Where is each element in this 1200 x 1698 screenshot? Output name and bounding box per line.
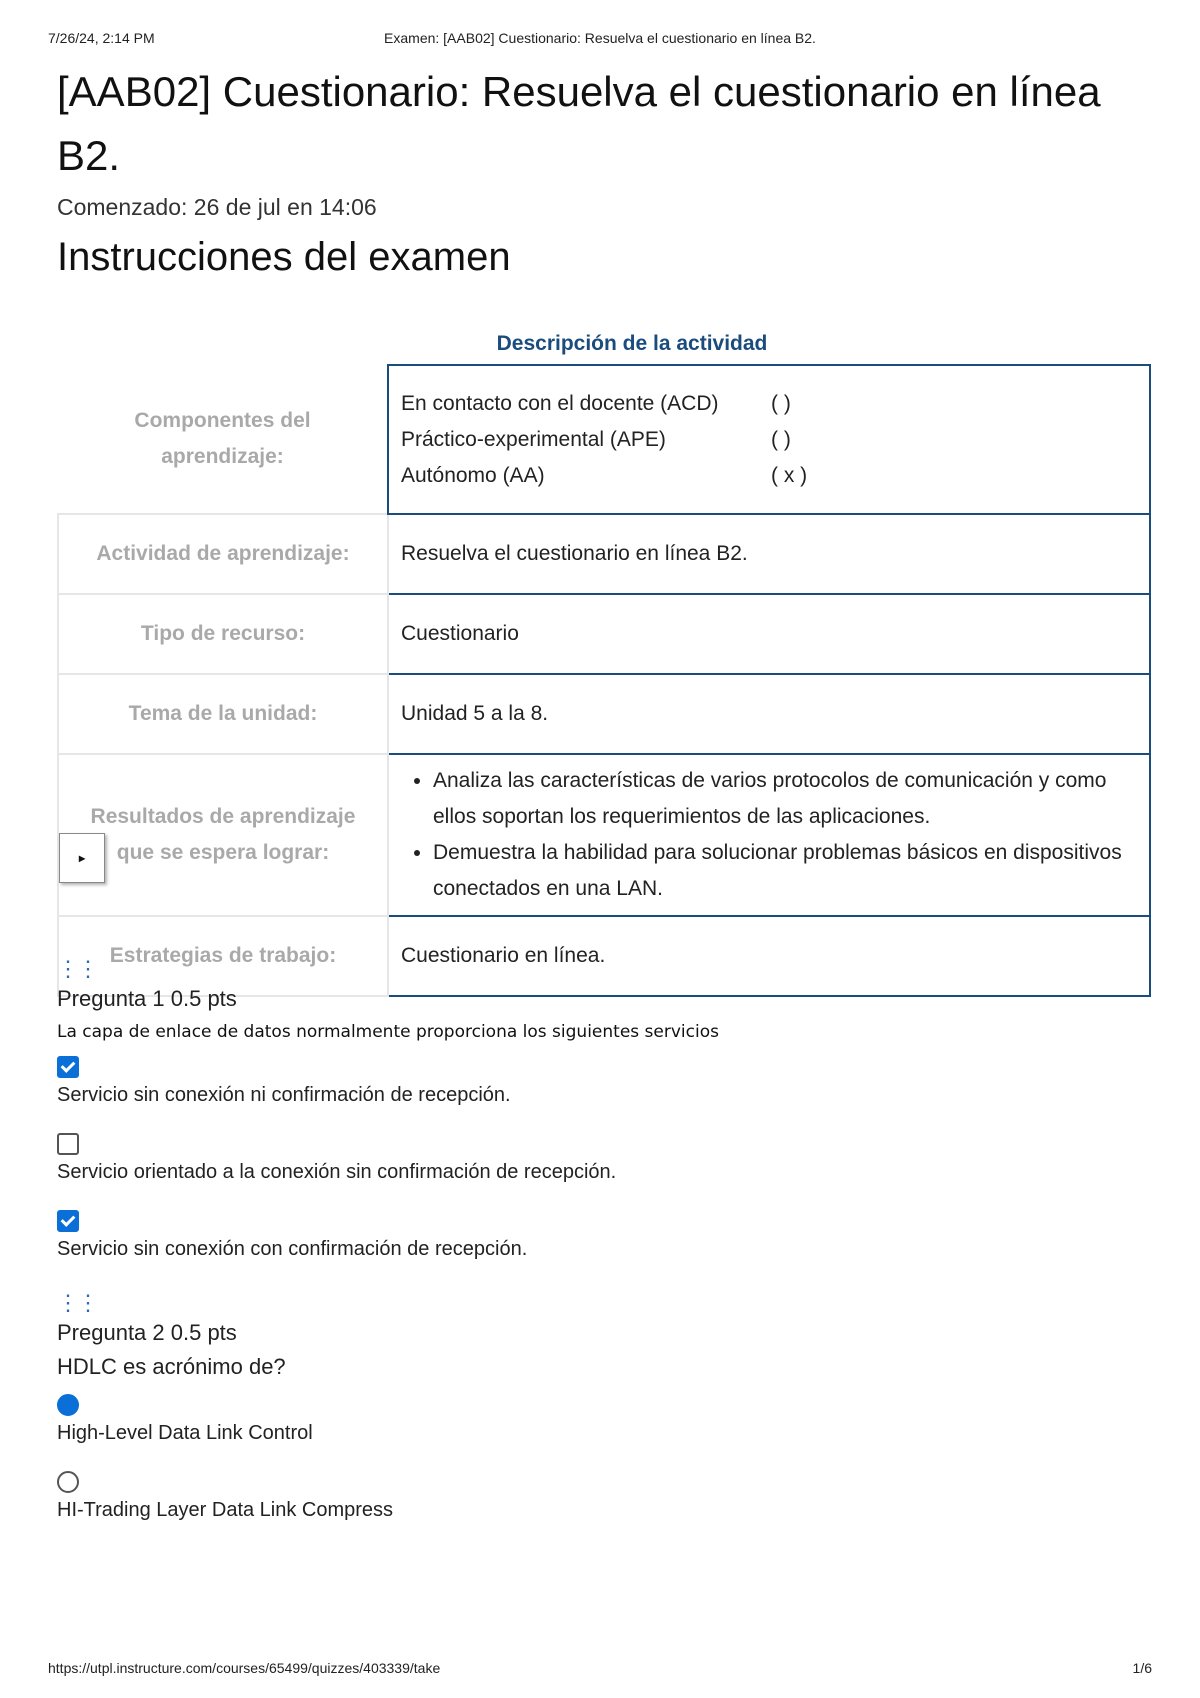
answer-checkbox[interactable] [57, 1056, 79, 1078]
play-button[interactable] [59, 833, 105, 883]
component-name: En contacto con el docente (ACD) [401, 391, 719, 415]
activity-table [57, 364, 1151, 997]
answer-option[interactable] [57, 1394, 1157, 1445]
components-cell [388, 365, 1150, 514]
print-doc-title: Examen: [AAB02] Cuestionario: Resuelva el cuestionario en línea B2. [384, 30, 816, 46]
activity-table-caption: Descripción de la actividad [496, 332, 768, 355]
table-row [58, 754, 1150, 916]
answer-checkbox[interactable] [57, 1210, 79, 1232]
answer-label[interactable]: Servicio sin conexión ni confirmación de recepción. [57, 1084, 511, 1106]
question-header: Pregunta 1 0.5 pts [57, 986, 237, 1011]
print-url: https://utpl.instructure.com/courses/65499/quizzes/403339/take [48, 1660, 441, 1676]
outcomes-label: Resultados de aprendizaje que se espera lograr: [90, 805, 356, 864]
question-text: HDLC es acrónimo de? [57, 1354, 286, 1379]
component-line [401, 422, 1137, 458]
print-page-number: 1/6 [1132, 1660, 1152, 1676]
page-title: [AAB02] Cuestionario: Resuelva el cuestionario en línea B2. [57, 68, 1101, 179]
topic-value: Unidad 5 a la 8. [388, 674, 1150, 754]
table-row [58, 674, 1150, 754]
quiz-content [57, 60, 1157, 1521]
answer-checkbox[interactable] [57, 1133, 79, 1155]
question-text: La capa de enlace de datos normalmente proporciona los siguientes servicios [57, 1022, 719, 1042]
question-1 [57, 958, 1157, 1261]
answer-label[interactable]: Servicio orientado a la conexión sin confirmación de recepción. [57, 1161, 617, 1183]
answer-label[interactable]: High-Level Data Link Control [57, 1422, 313, 1444]
table-row [58, 594, 1150, 674]
instructions-heading: Instrucciones del examen [57, 235, 511, 279]
component-name: Autónomo (AA) [401, 463, 545, 487]
table-row [58, 365, 1150, 514]
outcomes-cell [388, 754, 1150, 916]
play-icon: ▸ [78, 851, 86, 865]
activity-value: Resuelva el cuestionario en línea B2. [388, 514, 1150, 594]
answer-radio[interactable] [57, 1471, 79, 1493]
answer-label[interactable]: Servicio sin conexión con confirmación de recepción. [57, 1238, 528, 1260]
drag-handle-icon[interactable]: ⋮⋮ [57, 956, 97, 981]
components-label: Componentes del aprendizaje: [134, 409, 311, 468]
component-mark: ( x ) [771, 463, 808, 487]
started-timestamp: Comenzado: 26 de jul en 14:06 [57, 194, 377, 220]
list-item: • Demuestra la habilidad para solucionar problemas básicos en dispositivos conectados en una LAN. [433, 835, 1137, 907]
table-row [58, 514, 1150, 594]
topic-label: Tema de la unidad: [58, 674, 388, 754]
outcomes-label-cell [58, 754, 388, 916]
drag-handle-icon[interactable]: ⋮⋮ [57, 1290, 97, 1315]
question-header: Pregunta 2 0.5 pts [57, 1320, 237, 1345]
strategy-label: Estrategias de trabajo: [58, 916, 388, 996]
answer-option[interactable] [57, 1210, 1157, 1261]
answer-label[interactable]: HI-Trading Layer Data Link Compress [57, 1499, 394, 1521]
question-2 [57, 1292, 1157, 1522]
component-mark: ( ) [771, 391, 791, 415]
print-date: 7/26/24, 2:14 PM [48, 30, 155, 46]
component-name: Práctico-experimental (APE) [401, 427, 666, 451]
resource-label: Tipo de recurso: [58, 594, 388, 674]
list-item: • Analiza las características de varios protocolos de comunicación y como ellos soportan los requerimientos de las aplicaciones. [433, 763, 1137, 835]
strategy-value: Cuestionario en línea. [388, 916, 1150, 996]
print-header [0, 30, 1200, 50]
resource-value: Cuestionario [388, 594, 1150, 674]
answer-option[interactable] [57, 1471, 1157, 1522]
component-line [401, 458, 1137, 494]
component-mark: ( ) [771, 427, 791, 451]
component-line [401, 386, 1137, 422]
answer-option[interactable] [57, 1133, 1157, 1184]
answer-radio[interactable] [57, 1394, 79, 1416]
outcomes-list [401, 763, 1137, 907]
activity-label: Actividad de aprendizaje: [58, 514, 388, 594]
answer-option[interactable] [57, 1056, 1157, 1107]
